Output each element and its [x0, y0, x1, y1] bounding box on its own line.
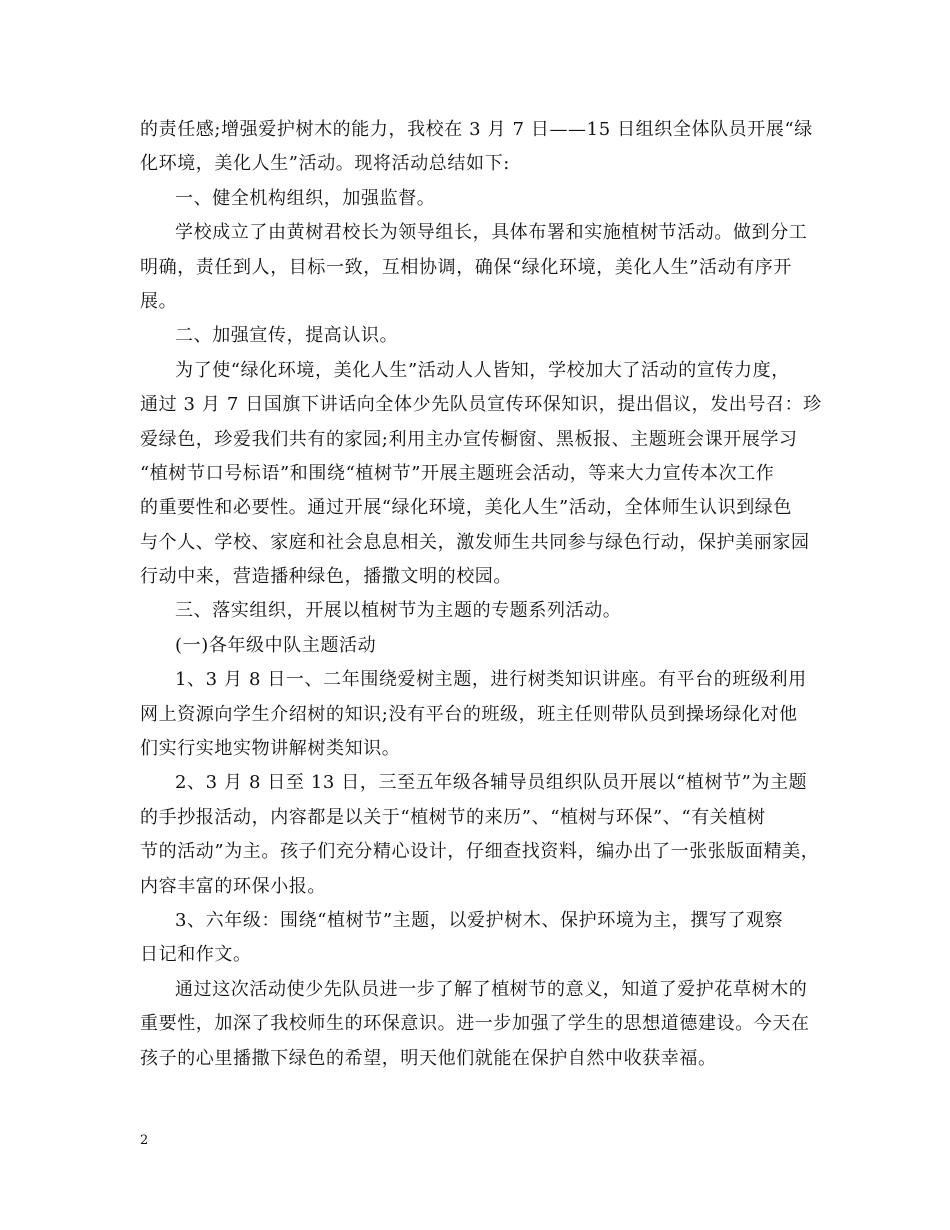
paragraph: [140, 216, 823, 319]
paragraph: [140, 973, 823, 1076]
text-line: 2、3 月 8 日至 13 日，三至五年级各辅导员组织队员开展以“植树节”为主题: [175, 772, 808, 794]
text-line: 的责任感;增强爱护树木的能力，我校在 3 月 7 日——15 日组织全体队员开展“绿: [140, 119, 813, 140]
text-line: 的重要性和必要性。通过开展“绿化环境，美化人生”活动，全体师生认识到绿色: [140, 497, 793, 519]
text-line: 通过 3 月 7 日国旗下讲话向全体少先队员宣传环保知识，提出倡议，发出号召：珍: [140, 394, 822, 416]
paragraph: [140, 354, 823, 595]
text-line: 与个人、学校、家庭和社会息息相关，激发师生共同参与绿色行动，保护美丽家园: [140, 531, 810, 553]
text-line: 3、六年级：围绕“植树节”主题，以爱护树木、保护环境为主，撰写了观察: [175, 909, 784, 931]
subsection-heading: [140, 629, 823, 663]
text-line: 内容丰富的环保小报。: [140, 875, 326, 897]
paragraph: [140, 904, 823, 973]
text-line: 行动中来，营造播种绿色，播撒文明的校园。: [140, 566, 512, 588]
text-line: 为了使“绿化环境，美化人生”活动人人皆知，学校加大了活动的宣传力度，: [175, 359, 790, 381]
text-line: 一、健全机构组织，加强监督。: [175, 187, 436, 209]
section-heading: [140, 594, 823, 628]
text-line: 1、3 月 8 日一、二年围绕爱树主题，进行树类知识讲座。有平台的班级利用: [175, 669, 807, 691]
section-heading: [140, 182, 823, 216]
text-line: 网上资源向学生介绍树的知识;没有平台的班级，班主任则带队员到操场绿化对他: [140, 703, 798, 725]
text-line: (一)各年级中队主题活动: [175, 634, 377, 656]
text-line: 通过这次活动使少先队员进一步了解了植树节的意义，知道了爱护花草树木的: [175, 978, 808, 1000]
text-line: 二、加强宣传，提高认识。: [175, 325, 399, 347]
text-line: 化环境，美化人生”活动。现将活动总结如下:: [140, 153, 510, 175]
text-line: 孩子的心里播撒下绿色的希望，明天他们就能在保护自然中收获幸福。: [140, 1047, 717, 1069]
text-line: 展。: [140, 290, 178, 312]
text-line: 爱绿色，珍爱我们共有的家园;利用主办宣传橱窗、黑板报、主题班会课开展学习: [140, 428, 798, 450]
text-line: 日记和作文。: [140, 944, 252, 966]
document-body: [140, 113, 823, 1076]
text-line: 们实行实地实物讲解树类知识。: [140, 738, 401, 760]
text-line: 的手抄报活动，内容都是以关于“植树节的来历”、“植树与环保”、“有关植树: [140, 806, 766, 828]
text-line: “植树节口号标语”和围绕“植树节”开展主题班会活动，等来大力宣传本次工作: [140, 462, 775, 484]
section-heading: [140, 319, 823, 353]
text-line: 三、落实组织，开展以植树节为主题的专题系列活动。: [175, 600, 622, 622]
text-line: 重要性，加深了我校师生的环保意识。进一步加强了学生的思想道德建设。今天在: [140, 1013, 810, 1035]
paragraph: [140, 113, 823, 182]
text-line: 节的活动”为主。孩子们充分精心设计，仔细查找资料，编办出了一张张版面精美，: [140, 841, 820, 863]
paragraph: [140, 766, 823, 904]
paragraph: [140, 663, 823, 766]
text-line: 明确，责任到人，目标一致，互相协调，确保“绿化环境，美化人生”活动有序开: [140, 256, 793, 278]
text-line: 学校成立了由黄树君校长为领导组长，具体布署和实施植树节活动。做到分工: [175, 222, 808, 244]
page-number: 2: [140, 1133, 149, 1148]
